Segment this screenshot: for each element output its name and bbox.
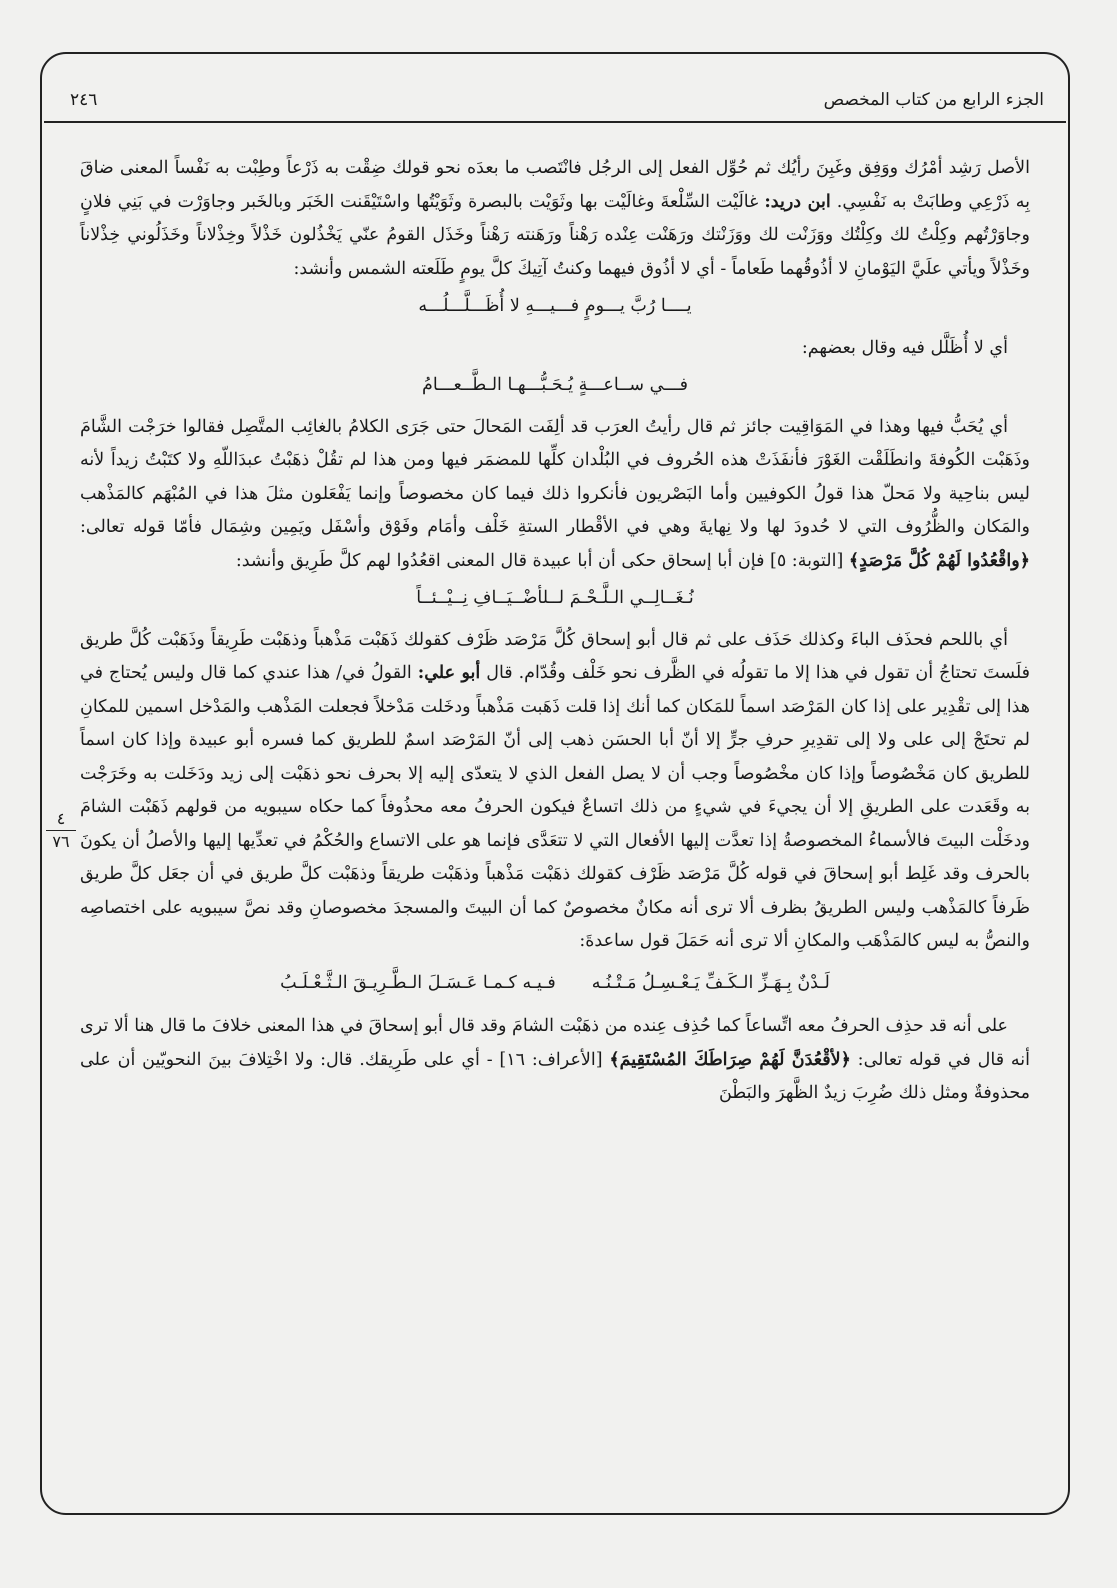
paragraph-3b-text: [التوبة: ٥] فإن أبا إسحاق حكى أن أبا عبيدة قال المعنى اقعُدُوا لهم كلَّ طَرِيق وأنشد: bbox=[235, 550, 844, 571]
paragraph-4-text: أي باللحم فحذَف الباءَ وكذلك حَذَف على ثم قال أبو إسحاق كُلَّ مَرْصَد ظَرْف كقولك ذَهَبْت مَذْهباً وذهَبْت طَرِيقاً وذَهَبْت كُلَّ طريق فلَستَ تحتاجُ أن تقول في هذا إلا ما تقولُه في الظَّرف نحو خَلْف وقُدّام. قال bbox=[80, 629, 1030, 683]
quran-quote-1: ﴿واقْعُدُوا لَهُمْ كُلَّ مَرْصَدٍ﴾ bbox=[848, 550, 1030, 571]
paragraph-5 bbox=[80, 1010, 1030, 1111]
verse-4-second-hemistich: فـيـه كـمـا عَـسَـلَ الـطَّـرِيـقَ الـثَّـعْـلَـبُ bbox=[280, 972, 556, 993]
paragraph-4 bbox=[80, 624, 1030, 959]
verse-4 bbox=[80, 967, 1030, 1001]
verse-1: يــــا رُبَّ يـــومٍ فـــيـــهِ لا أُظَـــلَّـــلُـــه bbox=[418, 296, 692, 316]
body-text bbox=[80, 152, 1030, 1111]
header-rule bbox=[44, 121, 1066, 123]
paragraph-3-text: أي يُحَبُّ فيها وهذا في المَوَاقِيت جائز ثم قال رأيتُ العرَب قد ألِفَت المَحالَ حتى جَرَى الكلامُ بالغائِب المتَّصِل فقالوا خرَجْت الشَّامَ وذَهَبْت الكُوفةَ وانطَلَقْت الغَوْرَ فأنفَذَتْ هذه الحُروف في البُلْدان كلِّها للمضمَر فيها ومن هذا لم تقُلْ ذهَبْتُ عبدَاللّهِ ولا كتَبْتُ زيداً لأنه ليس بناحِية ولا مَحلّ هذا قولُ الكوفيين وأما البَصْريون فأنكروا ذلك فيما كان مخصوصاً وإنما يَفْعَلون مثلَ هذا في المُبْهَم كالمَذْهب والمَكان والظُّرُوف التي لا حُدودَ لها ولا نِهايةَ وهي في الأقْطار الستةِ خَلْف وأمَام وفَوْق وأسْفَل ويَمِين وشِمَال فأمّا قوله تعالى: bbox=[80, 416, 1030, 537]
paragraph-5b-text: [الأعراف: ١٦] - أي على طَرِيقك. قال: ولا اخْتِلافَ بينَ النحويّين أن على محذوفةٌ ومثل ذلك ضُرِبَ زيدٌ الظَّهرَ والبَطْنَ bbox=[80, 1049, 1030, 1103]
margin-ref-top: ٤ bbox=[56, 809, 66, 828]
verse-4-first-hemistich: لَـدْنٌ بِـهَـزِّ الـكَـفِّ يَـعْـسِـلُ مَـتْـنُـه bbox=[591, 972, 830, 993]
paragraph-1-text: الأصل رَشِد أمْرُك ووَفِق وغَبِنَ رأيُك ثم حُوِّل الفعل إلى الرجُل فانْتَصب ما بعدَه نحو قولك ضِقْت به ذَرْعاً وطِبْت به نَفْساً المعنى ضاقَ بِه ذَرْعِي وطابَتْ به نَفْسِي. bbox=[80, 158, 1030, 212]
author-abu-ali: أبو علي: bbox=[417, 663, 481, 683]
paragraph-1b-text: غالَيْت السِّلْعةَ وغالَيْت بها وثَوَيْت بالبصرة وثَوَيْتُها واسْتَيْقَنت الخَبَر وبالخَبر وجاوَرْت في بَنِي فلانٍ وجاوَرْتُهم وكِلْتُ لك وكِلْتُك ووَزَنْت لك ووَزَنْتك ورَهَنْت عِنْده رَهْناً ورَهَنته رَهْناً وخَذَل القومُ عنّي يَخْذُلون خَذْلاً وخِذْلاناً وخَذَلُوني خِذْلاناً وخَذْلاً ويأتي علَيَّ اليَوْمانِ لا أذُوقُهما طَعاماً - أي لا أذُوق فيهما وكنتُ آتِيكَ كلَّ يومٍ طَلَعته الشمس وأنشد: bbox=[80, 191, 1030, 279]
paragraph-4b-text: القولُ في/ هذا عندي كما قال وليس يُحتاج في هذا إلى تقْدِير على إذا كان المَرْصَد اسماً للمَكان كما أنك إذا قلت ذَهَبت مَذْهباً ودخَلت مَدْخلاً فجعلت المَذْهب والمَدْخل اسمين للمكانِ لم تحتَجْ إلى على ولا إلى تقدِيرِ حرفِ جرٍّ إلا أنّ أبا الحسَن ذهب إلى أنّ المَرْصَد اسمٌ للطريق كما فسره أبو عبيدة وإذا كان اسماً للطريق كان مَخْصُوصاً وإذا كان مخْصُوصاً وجب أن لا يصل الفعل الذي لا يتعدّى إليه إلا بحرف نحو ذهَبْت إلى زيد ودَخَلت به وخَرَجْت به وقَعَدت على الطريقِ إلا أن يجيءَ في شيءٍ من ذلك اتساعٌ فيكون الحرفُ معه محذُوفاً كما حكاه سيبويه من قولهم ذَهَبْت الشامَ ودخَلْت البيتَ فالأسماءُ المخصوصةُ إذا تعدَّت إليها الأفعال التي لا تتعَدَّى فإنما هو على الاتساع والحُكْمُ في تعدِّيها إليها والأصلُ أن يكونَ بالحرف وقد غَلِط أبو إسحاقَ في قوله كُلَّ مَرْصَد ظَرْف كقولك ذهَبْت مَذْهباً وذهَبْت طريقاً وذهَبْت كلَّ طريق في أن جعَل كلَّ طريق ظَرفاً كالمَذْهب وليس الطريقُ بظرف ألا ترى أنه مكانٌ مخصوصٌ كما أن البيتَ والمسجدَ مخصوصانِ وقد نصَّ سيبويه على اختصاصِه والنصُّ به ليس كالمَذْهَب والمكانِ ألا ترى أنه حَمَلَ قول ساعدةَ: bbox=[80, 663, 1030, 951]
margin-ref-bottom: ٧٦ bbox=[52, 832, 70, 851]
paragraph-2: أي لا أُظَلَّل فيه وقال بعضهم: bbox=[801, 337, 1008, 358]
page-number: ٢٤٦ bbox=[70, 90, 98, 110]
paragraph-3 bbox=[80, 411, 1030, 579]
margin-reference bbox=[46, 810, 76, 851]
page-header bbox=[60, 90, 1050, 120]
margin-ref-divider bbox=[46, 830, 76, 831]
verse-3: نُـغَــالِــي الـلَّـحْـمَ لــلأضْــيَــافِ نِــيْــئــاً bbox=[416, 588, 694, 608]
verse-2: فـــي ســاعـــةٍ يُـحَـبُّـــهـا الـطَّــعـــامُ bbox=[421, 375, 688, 395]
paragraph-1 bbox=[80, 152, 1030, 286]
quran-quote-2: ﴿لأقْعُدَنَّ لَهُمْ صِرَاطَكَ المُسْتَقِيمَ﴾ bbox=[609, 1049, 851, 1070]
running-title: الجزء الرابع من كتاب المخصص bbox=[823, 90, 1044, 110]
author-ibn-durayd: ابن دريد: bbox=[764, 191, 831, 212]
paragraph-5-text: على أنه قد حذِف الحرفُ معه اتِّساعاً كما حُذِف عِنده من ذهَبْت الشامَ وقد قال أبو إسحاقَ في هذا المعنى خلافَ ما قال هنا ألا ترى أنه قال في قوله تعالى: bbox=[80, 1016, 1030, 1070]
